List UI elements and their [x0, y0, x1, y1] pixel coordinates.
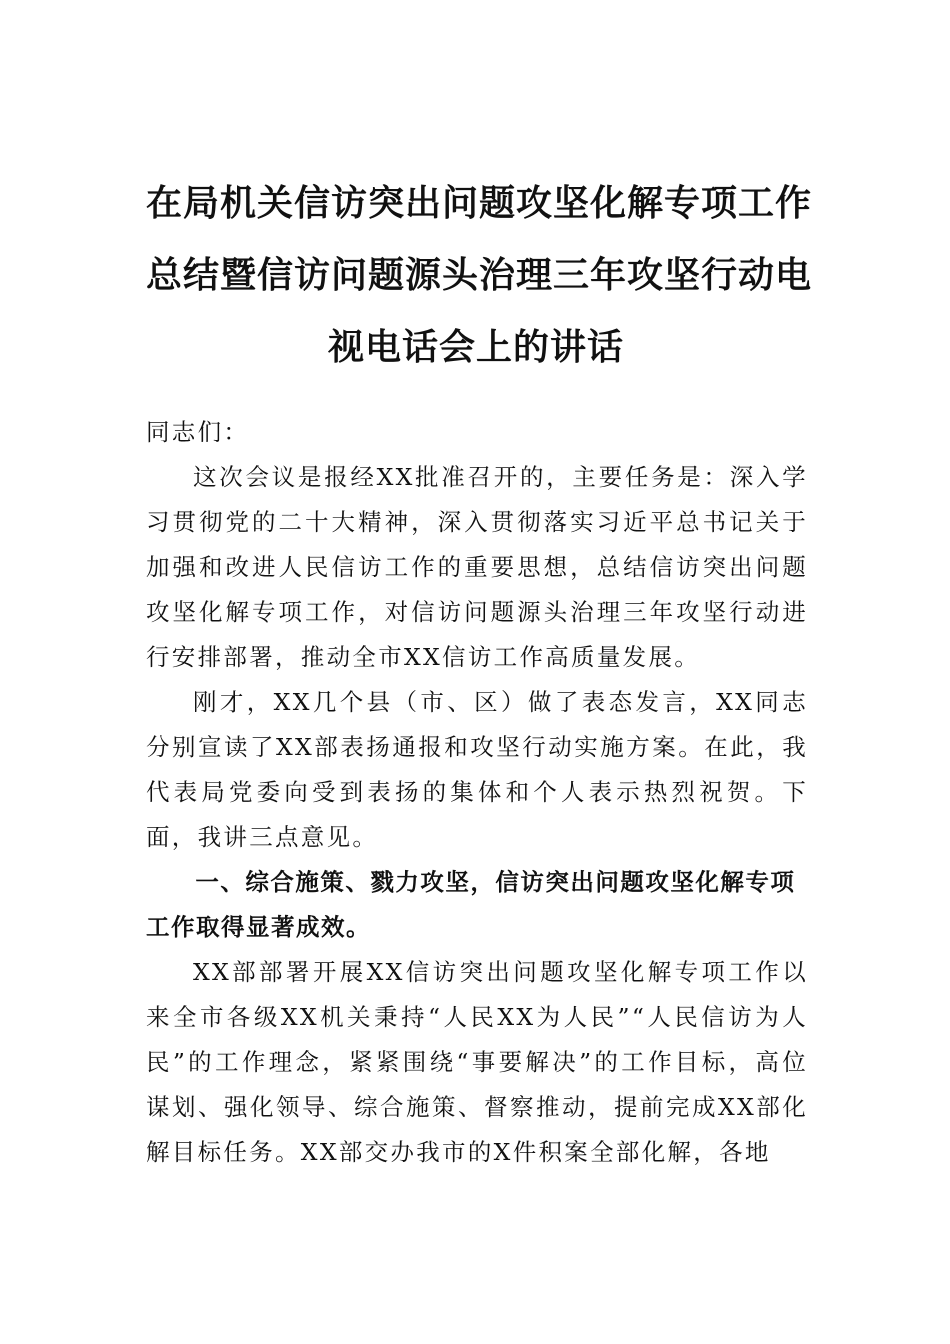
speech-body — [146, 410, 808, 1175]
salutation: 同志们： — [146, 418, 250, 446]
title-line-2: 总结暨信访问题源头治理三年攻坚行动电 — [146, 255, 813, 296]
section-heading-1: 一、综合施策、戮力攻坚，信访突出问题攻坚化解专项工作取得显著成效。 — [146, 868, 796, 941]
paragraph-section-1: XX部部署开展XX信访突出问题攻坚化解专项工作以来全市各级XX机关秉持“人民XX为人民”“人民信访为人民”的工作理念，紧紧围绕“事要解决”的工作目标，高位谋划、强化领导、综合施策、督察推动，提前完成XX部化解目标任务。XX部交办我市的X件积案全部化解，各地 — [146, 958, 808, 1166]
paragraph-meeting-purpose: 这次会议是报经XX批准召开的，主要任务是：深入学习贯彻党的二十大精神，深入贯彻落实习近平总书记关于加强和改进人民信访工作的重要思想，总结信访突出问题攻坚化解专项工作，对信访问题源头治理三年攻坚行动进行安排部署，推动全市XX信访工作高质量发展。 — [146, 463, 808, 671]
title-line-1: 在局机关信访突出问题攻坚化解专项工作 — [146, 183, 813, 224]
paragraph-opening-remarks: 刚才，XX几个县（市、区）做了表态发言，XX同志分别宣读了XX部表扬通报和攻坚行动实施方案。在此，我代表局党委向受到表扬的集体和个人表示热烈祝贺。下面，我讲三点意见。 — [146, 688, 808, 851]
title-line-3: 视电话会上的讲话 — [327, 327, 624, 368]
speech-title — [146, 168, 813, 384]
